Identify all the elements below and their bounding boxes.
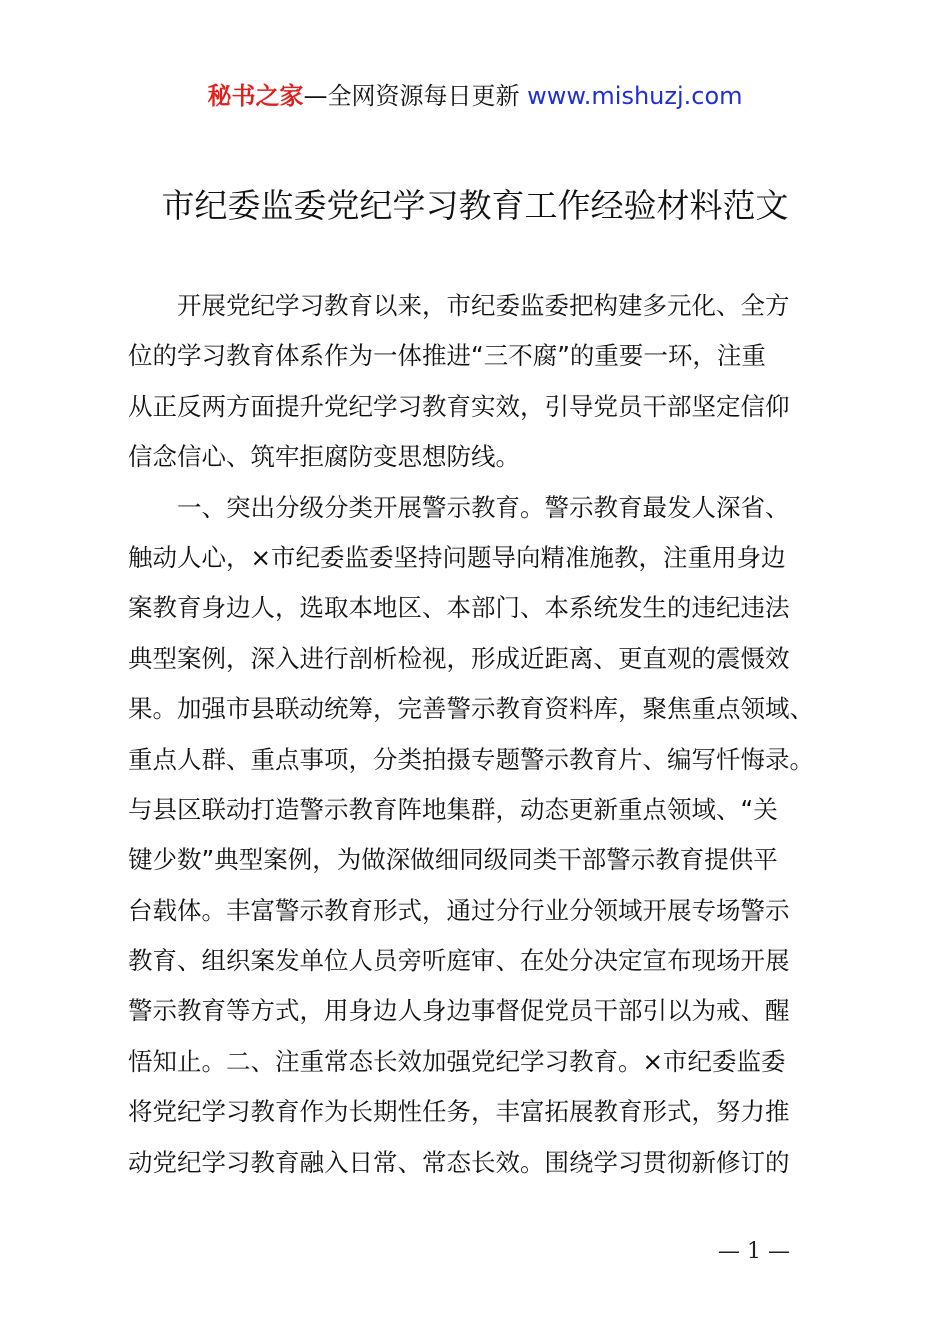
page-number: — 1 — bbox=[718, 1239, 790, 1264]
body-line: 将党纪学习教育作为长期性任务，丰富拓展教育形式，努力推 bbox=[128, 1097, 790, 1127]
body-line: 开展党纪学习教育以来，市纪委监委把构建多元化、全方 bbox=[128, 291, 790, 320]
body-line: 悟知止。二、注重常态长效加强党纪学习教育。×市纪委监委 bbox=[128, 1046, 786, 1076]
document-body bbox=[128, 281, 848, 1188]
site-header bbox=[0, 78, 950, 114]
body-line: 与县区联动打造警示教育阵地集群，动态更新重点领域、“关 bbox=[128, 794, 778, 824]
body-line: 台载体。丰富警示教育形式，通过分行业分领域开展专场警示 bbox=[128, 895, 790, 925]
body-line: 典型案例，深入进行剖析检视，形成近距离、更直观的震慑效 bbox=[128, 643, 790, 673]
body-line: 一、突出分级分类开展警示教育。警示教育最发人深省、 bbox=[128, 492, 790, 522]
body-line: 触动人心，×市纪委监委坚持问题导向精准施教，注重用身边 bbox=[128, 542, 786, 572]
body-line: 案教育身边人，选取本地区、本部门、本系统发生的违纪违法 bbox=[128, 593, 790, 623]
body-line: 信念信心、筑牢拒腐防变思想防线。 bbox=[128, 442, 520, 472]
site-tagline: —全网资源每日更新 bbox=[303, 82, 520, 110]
body-line: 位的学习教育体系作为一体推进“三不腐”的重要一环，注重 bbox=[128, 341, 766, 371]
document-title: 市纪委监委党纪学习教育工作经验材料范文 bbox=[161, 186, 789, 225]
body-line: 教育、组织案发单位人员旁听庭审、在处分决定宣布现场开展 bbox=[128, 946, 790, 976]
body-line: 动党纪学习教育融入日常、常态长效。围绕学习贯彻新修订的 bbox=[128, 1147, 790, 1177]
body-line: 果。加强市县联动统筹，完善警示教育资料库，聚焦重点领域、 bbox=[128, 694, 814, 724]
body-line: 警示教育等方式，用身边人身边事督促党员干部引以为戒、醒 bbox=[128, 996, 790, 1026]
site-url-link[interactable]: www.mishuzj.com bbox=[527, 82, 743, 110]
site-brand: 秘书之家 bbox=[207, 82, 304, 110]
body-line: 键少数”典型案例，为做深做细同级同类干部警示教育提供平 bbox=[128, 845, 778, 875]
body-line: 重点人群、重点事项，分类拍摄专题警示教育片、编写忏悔录。 bbox=[128, 744, 814, 774]
body-line: 从正反两方面提升党纪学习教育实效，引导党员干部坚定信仰 bbox=[128, 391, 790, 421]
